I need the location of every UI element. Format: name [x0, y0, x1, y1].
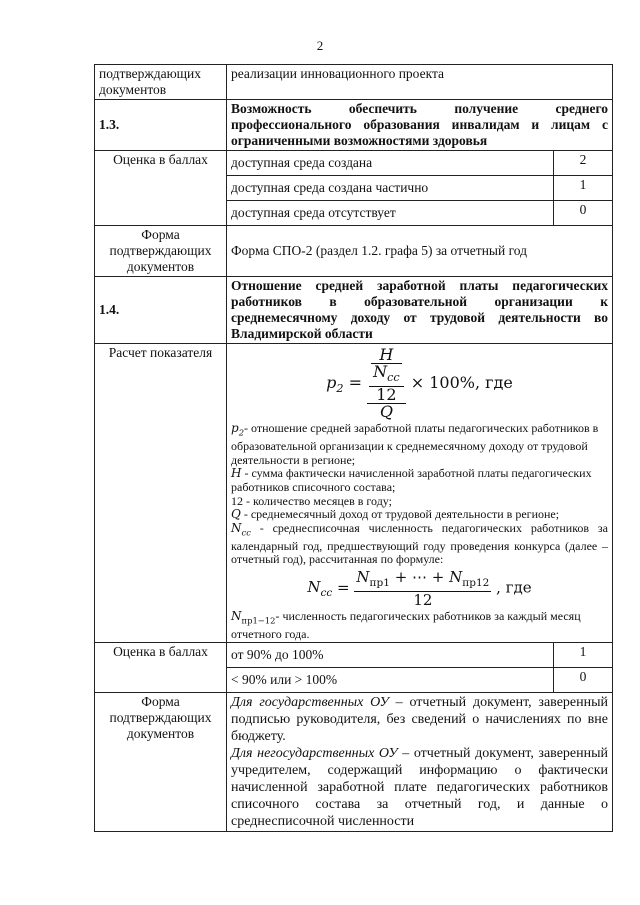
score-value: 2 [554, 151, 613, 176]
row-top-text: реализации инновационного проекта [227, 65, 613, 100]
score-text: доступная среда создана [227, 151, 554, 176]
score-value: 1 [554, 176, 613, 201]
form-paragraph-state: Для государственных ОУ – отчетный документ, заверенный подписью руководителя, без сведений о начислениях по вне бюджету. [231, 695, 609, 745]
row-top-label: подтверждающих документов [95, 65, 227, 100]
section-1-4-calc-body [227, 344, 613, 643]
score-value: 1 [554, 643, 613, 668]
section-1-4-title: Отношение средней заработной платы педагогических работников в образовательной организации к среднемесячному доходу от трудовой деятельности во Владимирской области [227, 277, 613, 344]
score-text: от 90% до 100% [227, 643, 554, 668]
score-text: < 90% или > 100% [227, 668, 554, 693]
score-row [95, 151, 613, 176]
score-text: доступная среда создана частично [227, 176, 554, 201]
formula-equals: = [337, 578, 350, 597]
headcount-fraction: $\frac{N_{пр1} + \cdots + N_{пр12}}{12}$ [356, 567, 490, 609]
form-paragraph-private: Для негосударственных ОУ – отчетный документ, заверенный учредителем, содержащий информацию о фактически начисленной заработной плате педагогических работников списочного состава за отчетный год, и данные о среднесписочной численности [231, 746, 609, 830]
formula-note: $N_{пр1-12}-$ численность педагогических работников за каждый месяц отчетного года. [231, 608, 581, 641]
variable-desc: $p_2-$ отношение средней заработной платы педагогических работников в образовательной организации к среднемесячному доходу от трудовой деятельности в регионе; [231, 421, 599, 467]
formula-outer-fraction: $\frac{\frac{H}{N_{cc}}}{12}$ Q [367, 347, 406, 420]
score-row [95, 643, 613, 668]
variable-descriptions [231, 422, 608, 567]
section-1-4-form-row [95, 693, 613, 832]
section-1-3-form-text: Форма СПО-2 (раздел 1.2. графа 5) за отчетный год [227, 226, 613, 277]
formula-lhs: $N_{cc}$ [307, 578, 333, 600]
formula-equals: = [348, 373, 363, 393]
formula-tail: × 100%, где [410, 373, 513, 393]
section-1-3-form-label: Форма подтверждающих документов [95, 226, 227, 277]
section-1-4-score-label: Оценка в баллах [95, 643, 227, 693]
criteria-table [94, 64, 613, 832]
variable-desc: Q - среднемесячный доход от трудовой деятельности в регионе; [231, 507, 560, 522]
section-1-3-number: 1.3. [95, 100, 227, 151]
section-1-3-score-label: Оценка в баллах [95, 151, 227, 226]
score-text: доступная среда отсутствует [227, 201, 554, 226]
formula-lhs: $p_2$ [326, 373, 344, 396]
section-1-3-header [95, 100, 613, 151]
section-1-4-form-label: Форма подтверждающих документов [95, 693, 227, 832]
section-1-4-header [95, 277, 613, 344]
ratio-formula [231, 345, 608, 422]
section-1-4-form-body [227, 693, 613, 832]
section-1-3-form-row [95, 226, 613, 277]
section-1-3-title: Возможность обеспечить получение среднего профессионального образования инвалидам и лицам с ограниченными возможностями здоровья [227, 100, 613, 151]
section-1-4-calc-label: Расчет показателя [95, 344, 227, 643]
section-1-4-number: 1.4. [95, 277, 227, 344]
score-value: 0 [554, 201, 613, 226]
section-1-4-calc-row [95, 344, 613, 643]
headcount-formula [231, 567, 608, 610]
formula-middle-fraction: $\frac{\frac{H}{N_{cc}}}{12}$ [369, 347, 404, 403]
page-number: 2 [316, 38, 324, 53]
row-top-continuation [95, 65, 613, 100]
formula-tail: , где [496, 578, 532, 597]
score-value: 0 [554, 668, 613, 693]
variable-desc: H - сумма фактически начисленной заработной платы педагогических работников списочного состава; [231, 466, 592, 494]
formula-inner-fraction: $\frac{H}{N_{cc}}$ [373, 345, 400, 385]
variable-desc: 12 - количество месяцев в году; [231, 493, 392, 508]
variable-desc: $N_{cc}$ - среднесписочная численность педагогических работников за календарный год, предшествующий году проведения конкурса (далее – отчетный год), рассчитанная по формуле: [231, 520, 609, 567]
